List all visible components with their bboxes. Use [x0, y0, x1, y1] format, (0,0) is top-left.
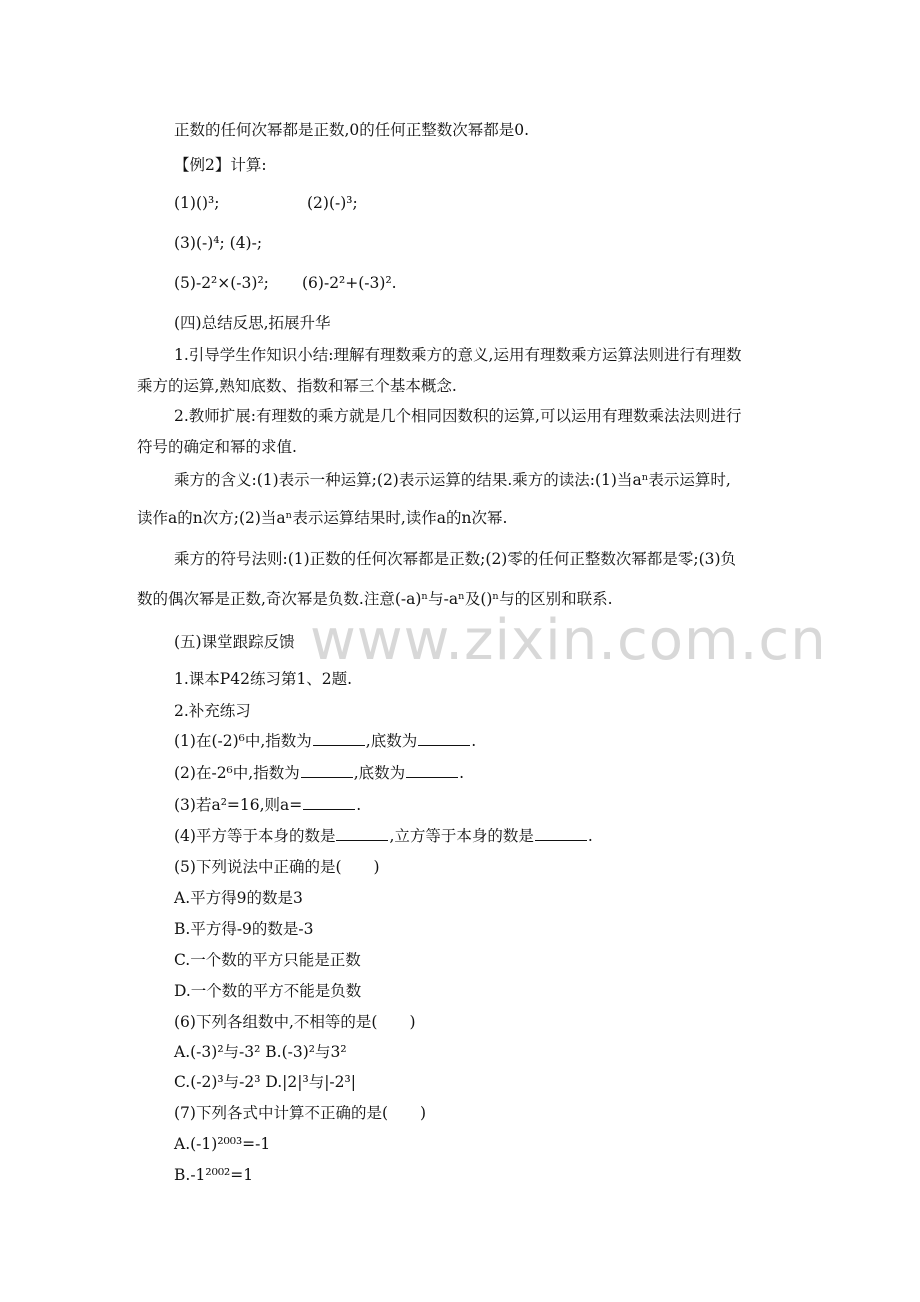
question-6: [174, 1012, 416, 1032]
question-4: [174, 826, 593, 846]
question-text: (7)下列各式中计算不正确的是(: [174, 1104, 389, 1122]
text-line: 乘方的运算,熟知底数、指数和幂三个基本概念.: [137, 377, 457, 395]
question-text: (2)在-2⁶中,指数为: [174, 764, 300, 782]
section-heading: (四)总结反思,拓展升华: [174, 314, 331, 332]
section-heading: (五)课堂跟踪反馈: [174, 633, 295, 651]
text-line: 2.教师扩展:有理数的乘方就是几个相同因数积的运算,可以运用有理数乘法法则进行: [174, 407, 742, 425]
question-2: [174, 763, 464, 783]
answer-blank[interactable]: [303, 795, 355, 810]
expr-2: (2)(-)³;: [307, 194, 358, 212]
question-text: (5)下列说法中正确的是(: [174, 858, 342, 876]
expr-1: (1)()³;: [174, 194, 220, 212]
question-7: [174, 1103, 426, 1123]
option-cd: C.(-2)³与-2³ D.|2|³与|-2³|: [174, 1073, 356, 1091]
question-1: [174, 731, 476, 751]
period: .: [471, 732, 477, 750]
text-line: 符号的确定和幂的求值.: [137, 438, 297, 456]
period: .: [356, 796, 362, 814]
option-b: B.-1²⁰⁰²=1: [174, 1166, 254, 1184]
close-paren: ): [420, 1104, 427, 1122]
option-a: A.(-1)²⁰⁰³=-1: [174, 1135, 271, 1153]
period: .: [459, 764, 465, 782]
period: .: [587, 827, 593, 845]
option-c: C.一个数的平方只能是正数: [174, 951, 361, 969]
option-ab: A.(-3)²与-3² B.(-3)²与3²: [174, 1043, 347, 1061]
text-line: 乘方的含义:(1)表示一种运算;(2)表示运算的结果.乘方的读法:(1)当aⁿ表示运算时,: [174, 471, 731, 489]
question-text: ,立方等于本身的数是: [389, 827, 534, 845]
text-line: 读作a的n次方;(2)当aⁿ表示运算结果时,读作a的n次幂.: [137, 509, 508, 527]
option-d: D.一个数的平方不能是负数: [174, 982, 362, 1000]
close-paren: ): [409, 1013, 416, 1031]
answer-blank[interactable]: [301, 763, 353, 778]
answer-blank[interactable]: [313, 731, 365, 746]
expr-5: (5)-2²×(-3)²;: [174, 274, 269, 292]
question-text: ,底数为: [353, 764, 406, 782]
question-3: [174, 795, 361, 815]
question-5: [174, 857, 380, 877]
question-text: ,底数为: [365, 732, 418, 750]
text-line: 1.引导学生作知识小结:理解有理数乘方的意义,运用有理数乘方运算法则进行有理数: [174, 346, 742, 364]
answer-blank[interactable]: [535, 826, 587, 841]
text-line: 2.补充练习: [174, 702, 251, 720]
question-text: (3)若a²=16,则a=: [174, 796, 303, 814]
expr-6: (6)-2²+(-3)².: [302, 274, 397, 292]
example-heading: 【例2】计算:: [174, 156, 267, 174]
text-line: 1.课本P42练习第1、2题.: [174, 670, 353, 688]
text-line: 乘方的符号法则:(1)正数的任何次幂都是正数;(2)零的任何正整数次幂都是零;(3)负: [174, 550, 737, 568]
text-line: 正数的任何次幂都是正数,0的任何正整数次幂都是0.: [174, 121, 530, 139]
question-text: (1)在(-2)⁶中,指数为: [174, 732, 312, 750]
close-paren: ): [373, 858, 380, 876]
answer-blank[interactable]: [336, 826, 388, 841]
option-a: A.平方得9的数是3: [174, 889, 303, 907]
answer-blank[interactable]: [418, 731, 470, 746]
watermark: www.zixin.com.cn: [310, 608, 827, 673]
answer-blank[interactable]: [406, 763, 458, 778]
expr-3-4: (3)(-)⁴; (4)-;: [174, 234, 263, 252]
question-text: (4)平方等于本身的数是: [174, 827, 336, 845]
question-text: (6)下列各组数中,不相等的是(: [174, 1013, 378, 1031]
option-b: B.平方得-9的数是-3: [174, 920, 314, 938]
text-line: 数的偶次幂是正数,奇次幂是负数.注意(-a)ⁿ与-aⁿ及()ⁿ与的区别和联系.: [137, 590, 613, 608]
